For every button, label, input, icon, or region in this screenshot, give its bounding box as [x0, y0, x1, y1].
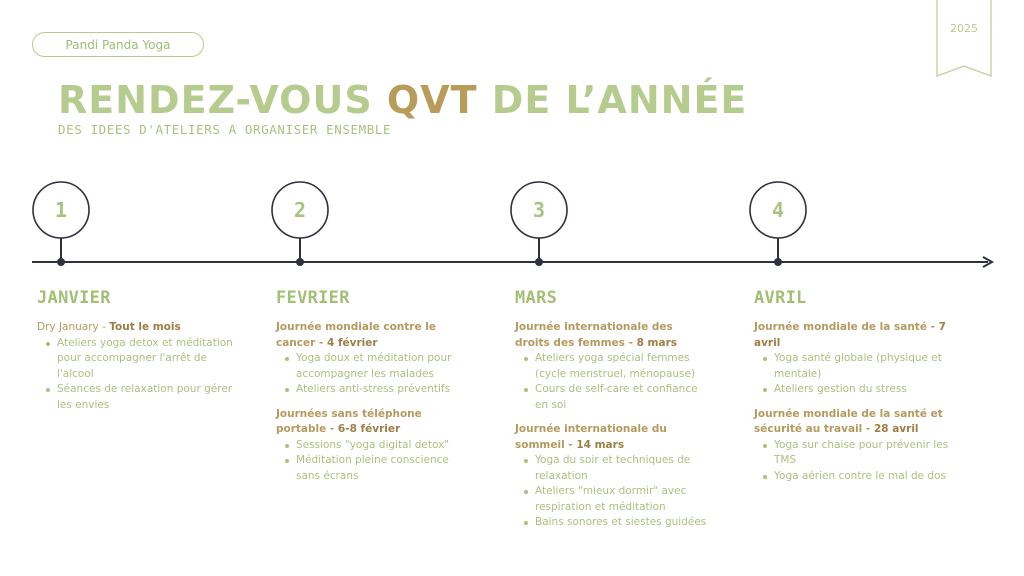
title-part2: DE L’ANNÉE — [477, 78, 748, 122]
list-item: Méditation pleine conscience sans écrans — [296, 453, 472, 484]
event-title: Dry January - Tout le mois — [37, 321, 181, 333]
month-title: FEVRIER — [276, 288, 350, 308]
month-title: AVRIL — [754, 288, 807, 308]
list-item: Yoga doux et méditation pour accompagner les malades — [296, 351, 472, 382]
event-items — [754, 351, 950, 398]
event — [515, 422, 711, 531]
event-title: Journée mondiale de la santé et sécurité au travail - 28 avril — [754, 407, 943, 435]
step-number-3: 3 — [532, 198, 546, 222]
month-column-janvier — [37, 288, 233, 422]
list-item: Yoga du soir et techniques de relaxation — [535, 453, 711, 484]
month-column-avril — [754, 288, 950, 493]
event — [37, 320, 233, 413]
event-items — [37, 336, 233, 414]
event-items — [515, 351, 711, 413]
list-item: Ateliers yoga spécial femmes (cycle menstruel, ménopause) — [535, 351, 711, 382]
list-item: Ateliers anti-stress préventifs — [296, 382, 472, 398]
month-column-fevrier — [276, 288, 472, 493]
step-number-2: 2 — [293, 198, 307, 222]
month-title: MARS — [515, 288, 558, 308]
event-title: Journée internationale des droits des femmes - 8 mars — [515, 321, 678, 349]
event-items — [754, 438, 950, 485]
page-subtitle: DES IDEES D'ATELIERS A ORGANISER ENSEMBLE — [58, 122, 392, 137]
event — [515, 320, 711, 413]
event-title: Journée internationale du sommeil - 14 mars — [515, 423, 667, 451]
event — [754, 320, 950, 398]
list-item: Séances de relaxation pour gérer les envies — [57, 382, 233, 413]
list-item: Ateliers "mieux dormir" avec respiration et méditation — [535, 484, 711, 515]
brand-pill: Pandi Panda Yoga — [32, 32, 204, 57]
event-title: Journée mondiale de la santé - 7 avril — [754, 321, 946, 349]
list-item: Sessions "yoga digital detox" — [296, 438, 472, 454]
list-item: Yoga sur chaise pour prévenir les TMS — [774, 438, 950, 469]
month-column-mars — [515, 288, 711, 540]
title-accent: QVT — [386, 78, 478, 122]
event-items — [276, 351, 472, 398]
event-title: Journées sans téléphone portable - 6-8 février — [276, 407, 422, 435]
title-part1: RENDEZ-VOUS — [58, 78, 387, 122]
list-item: Yoga aérien contre le mal de dos — [774, 469, 950, 485]
list-item: Cours de self-care et confiance en soi — [535, 382, 711, 413]
event-items — [276, 438, 472, 485]
list-item: Bains sonores et siestes guidées — [535, 515, 711, 531]
month-title: JANVIER — [37, 288, 111, 308]
event-items — [515, 453, 711, 531]
year-label: 2025 — [950, 22, 978, 35]
step-number-4: 4 — [771, 198, 785, 222]
list-item: Yoga santé globale (physique et mentale) — [774, 351, 950, 382]
list-item: Ateliers gestion du stress — [774, 382, 950, 398]
event — [754, 407, 950, 485]
step-number-1: 1 — [54, 198, 68, 222]
event — [276, 407, 472, 485]
event-title: Journée mondiale contre le cancer - 4 février — [276, 321, 436, 349]
event — [276, 320, 472, 398]
list-item: Ateliers yoga detox et méditation pour accompagner l'arrêt de l'alcool — [57, 336, 233, 383]
